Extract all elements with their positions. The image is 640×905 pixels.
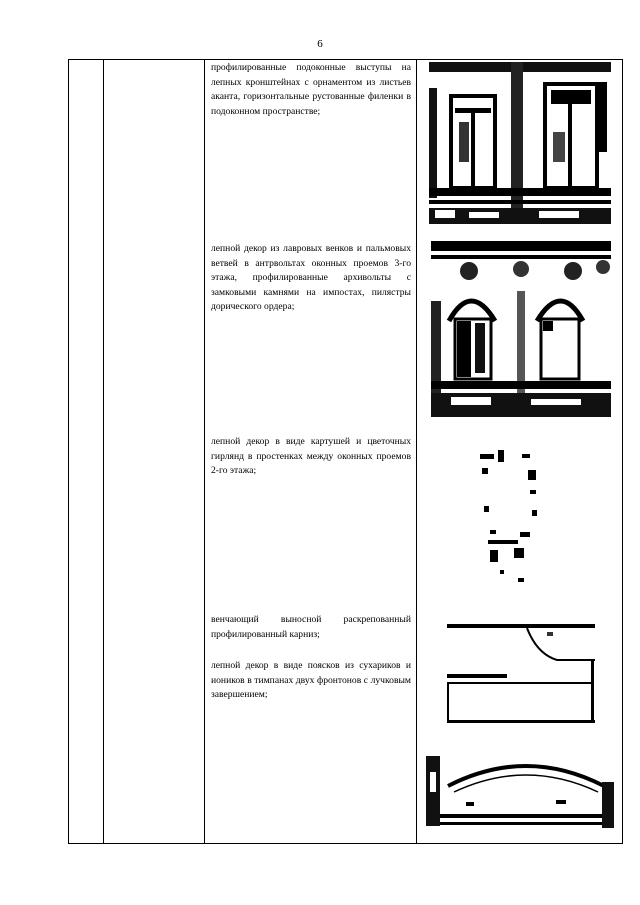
pediment-photo <box>426 752 614 832</box>
arched-windows-photo <box>431 241 611 417</box>
cartouche-garland-photo <box>470 440 548 600</box>
feature-description-pediments: лепной декор в виде поясков из сухариков и иоников в тимпанах двух фронтонов с лучковым завершением; <box>211 660 411 700</box>
cornice-photo <box>447 624 595 728</box>
column-divider-3 <box>416 60 417 843</box>
feature-description-cornice: венчающий выносной раскрепованный профилированный карниз; <box>211 614 411 640</box>
page-number: 6 <box>317 38 323 50</box>
feature-description-cartouches: лепной декор в виде картушей и цветочных гирлянд в простенках между оконных проемов 2-го этажа; <box>211 436 411 476</box>
facade-windows-sills-photo <box>429 62 611 224</box>
column-divider-2 <box>204 60 205 843</box>
feature-description-sills: профилированные подоконные выступы на лепных кронштейнах с орнаментом из листьев аканта, горизонтальные рустованные филенки в подоконном пространстве; <box>211 62 411 117</box>
feature-description-arches: лепной декор из лавровых венков и пальмовых ветвей в антрвольтах оконных проемов 3-го этажа, профилированные архивольты с замковыми камнями на импостах, пилястры дорического ордера; <box>211 243 411 312</box>
column-divider-1 <box>103 60 104 843</box>
